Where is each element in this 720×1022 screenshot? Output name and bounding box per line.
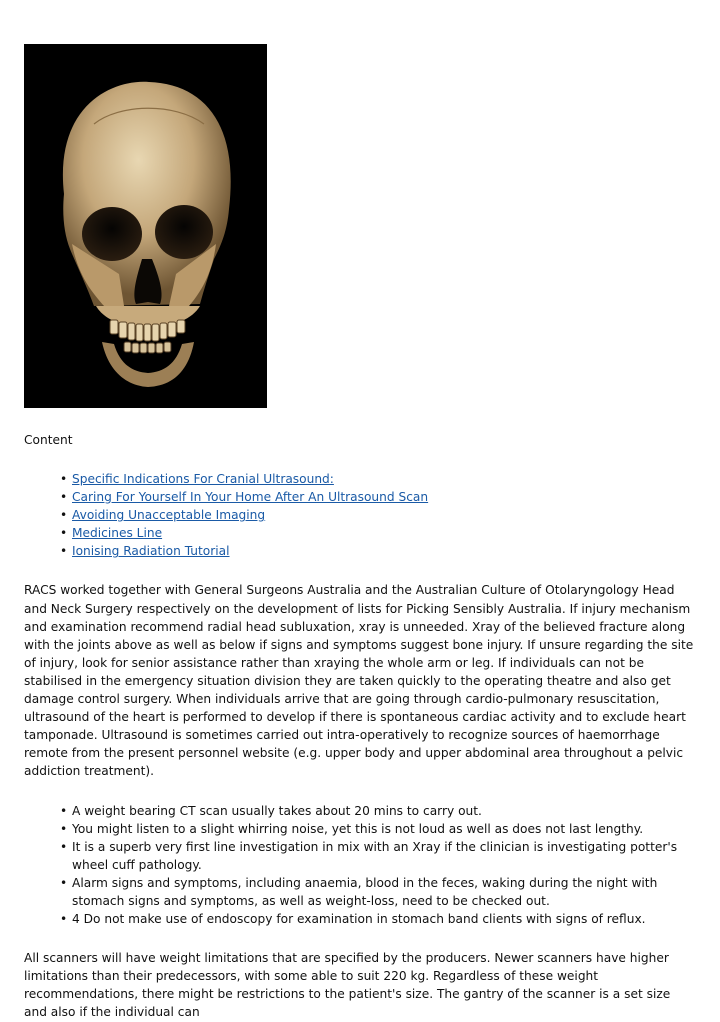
table-of-contents	[24, 470, 696, 560]
article	[24, 44, 696, 1022]
toc-link-medicines-line[interactable]: Medicines Line	[72, 526, 163, 541]
bullet-list	[24, 802, 696, 929]
list-item: • A weight bearing CT scan usually takes about 20 mins to carry out.	[60, 802, 696, 820]
toc-item	[60, 470, 696, 488]
toc-link-specific-indications[interactable]: Specific Indications For Cranial Ultrasound:	[72, 472, 334, 486]
toc-item	[60, 488, 696, 506]
toc-link-avoiding-imaging[interactable]: Avoiding Unacceptable Imaging	[72, 508, 266, 523]
list-item: • Alarm signs and symptoms, including anaemia, blood in the feces, waking during the night with stomach signs and symptoms, as well as weight-loss, need to be checked out.	[60, 874, 696, 910]
toc-link-caring-for-yourself[interactable]: Caring For Yourself In Your Home After An Ultrasound Scan	[72, 490, 429, 505]
list-item: • You might listen to a slight whirring noise, yet this is not loud as well as does not last lengthy.	[60, 820, 696, 838]
skull-illustration	[24, 44, 267, 408]
skull-image	[24, 44, 267, 408]
list-item: • 4 Do not make use of endoscopy for examination in stomach band clients with signs of reflux.	[60, 910, 696, 928]
body-paragraph-1: RACS worked together with General Surgeons Australia and the Australian Culture of Otolaryngology Head and Neck Surgery respectively on the development of lists for Picking Sensibly Australia. If injury mechanism and examination recommend radial head subluxation, xray is unneeded. Xray of the believed fracture along with the joints above as well as below if signs and symptoms suggest bone injury. If unsure regarding the site of injury, look for senior assistance rather than xraying the whole arm or leg. If individuals can not be stabilised in the emergency situation division they are taken quickly to the operating theatre and also get damage control surgery. When individuals arrive that are going through cardio-pulmonary resuscitation, ultrasound of the heart is performed to develop if there is spontaneous cardiac activity and to exclude heart tamponade. Ultrasound is sometimes carried out intra-operatively to recognize sources of haemorrhage remote from the present personnel website (e.g. upper body and upper abdominal area throughout a pelvic addiction treatment).	[24, 583, 694, 779]
toc-item	[60, 524, 696, 542]
body-paragraph-2: All scanners will have weight limitations that are specified by the producers. Newer scanners have higher limitations than their predecessors, with some able to suit 220 kg. Regardless of these weight recommendations, there might be restrictions to the patient's size. The gantry of the scanner is a set size and also if the individual can	[24, 951, 671, 1020]
list-item: • It is a superb very first line investigation in mix with an Xray if the clinician is investigating potter's wheel cuff pathology.	[60, 838, 696, 874]
toc-item	[60, 542, 696, 560]
toc-link-ionising-radiation[interactable]: Ionising Radiation Tutorial	[72, 544, 230, 559]
toc-item	[60, 506, 696, 524]
content-heading: Content	[24, 433, 73, 447]
